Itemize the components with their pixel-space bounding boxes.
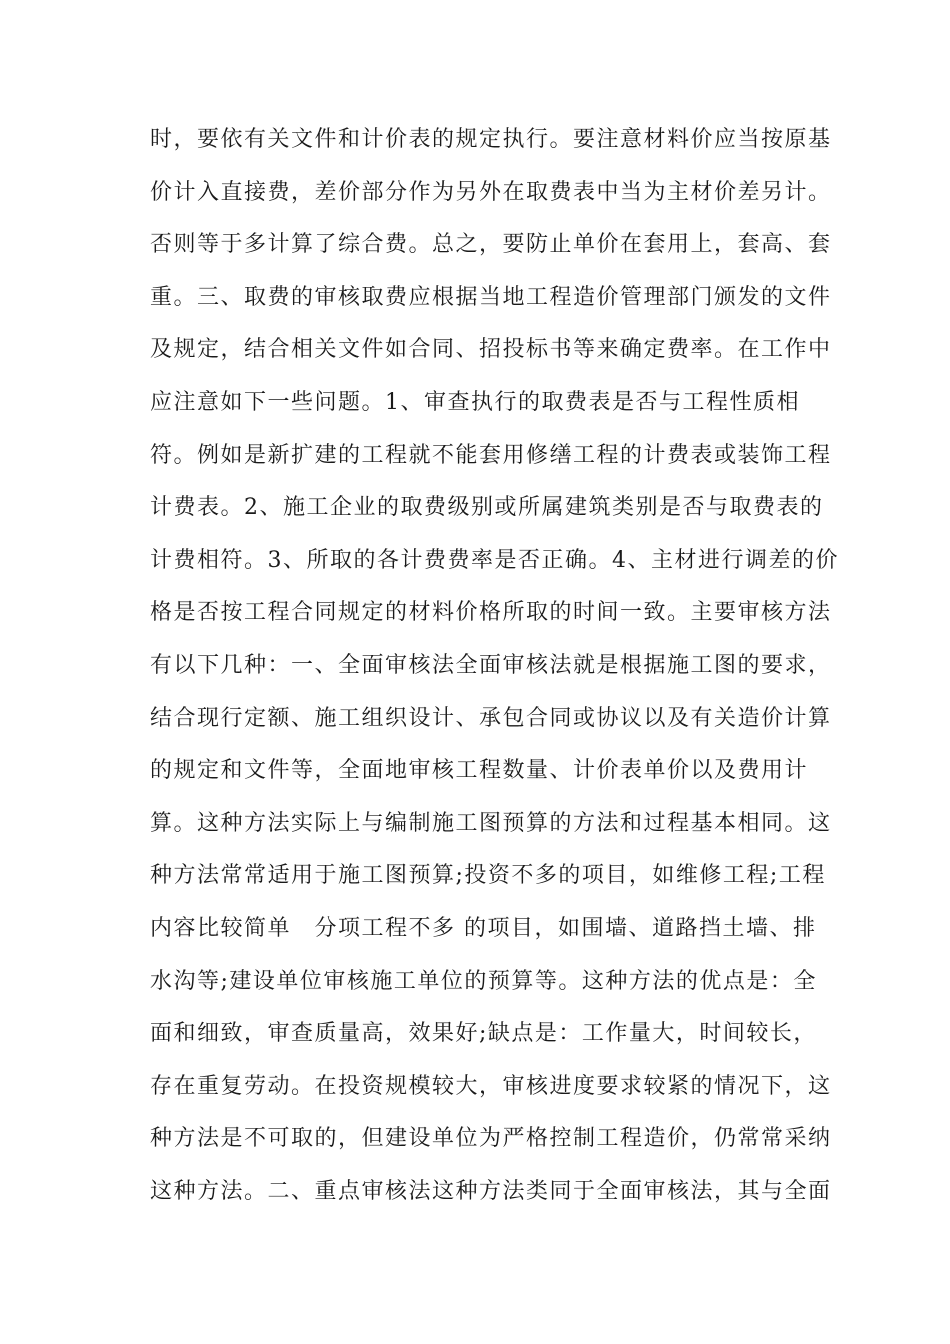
text-line: 计费相符。3、所取的各计费费率是否正确。4、主材进行调差的价	[150, 547, 839, 573]
text-line: 内容比较简单 分项工程不多 的项目，如围墙、道路挡土墙、排	[150, 915, 817, 941]
text-line: 算。这种方法实际上与编制施工图预算的方法和过程基本相同。这	[150, 810, 832, 836]
text-line: 水沟等;建设单位审核施工单位的预算等。这种方法的优点是：全	[150, 968, 817, 994]
text-line: 种方法是不可取的，但建设单位为严格控制工程造价，仍常常采纳	[150, 1126, 832, 1152]
text-line: 计费表。2、施工企业的取费级别或所属建筑类别是否与取费表的	[150, 495, 824, 521]
text-line: 格是否按工程合同规定的材料价格所取的时间一致。主要审核方法	[150, 600, 832, 626]
text-line: 的规定和文件等，全面地审核工程数量、计价表单价以及费用计	[150, 758, 809, 784]
text-line: 应注意如下一些问题。1、审查执行的取费表是否与工程性质相	[150, 389, 800, 415]
text-line: 种方法常常适用于施工图预算;投资不多的项目，如维修工程;工程	[150, 863, 826, 889]
body-text	[150, 117, 839, 1221]
text-line: 面和细致，审查质量高，效果好;缺点是：工作量大，时间较长，	[150, 1021, 817, 1047]
text-line: 否则等于多计算了综合费。总之，要防止单价在套用上，套高、套	[150, 232, 832, 258]
text-line: 及规定，结合相关文件如合同、招投标书等来确定费率。在工作中	[150, 337, 832, 363]
text-line: 有以下几种：一、全面审核法全面审核法就是根据施工图的要求，	[150, 652, 832, 678]
text-line: 符。例如是新扩建的工程就不能套用修缮工程的计费表或装饰工程	[150, 442, 832, 468]
text-line: 时，要依有关文件和计价表的规定执行。要注意材料价应当按原基	[150, 127, 832, 152]
text-line: 价计入直接费，差价部分作为另外在取费表中当为主材价差另计。	[150, 179, 832, 205]
text-line: 存在重复劳动。在投资规模较大，审核进度要求较紧的情况下，这	[150, 1073, 832, 1099]
text-line: 结合现行定额、施工组织设计、承包合同或协议以及有关造价计算	[150, 705, 832, 731]
text-line: 这种方法。二、重点审核法这种方法类同于全面审核法，其与全面	[150, 1178, 832, 1204]
text-line: 重。三、取费的审核取费应根据当地工程造价管理部门颁发的文件	[150, 284, 832, 310]
